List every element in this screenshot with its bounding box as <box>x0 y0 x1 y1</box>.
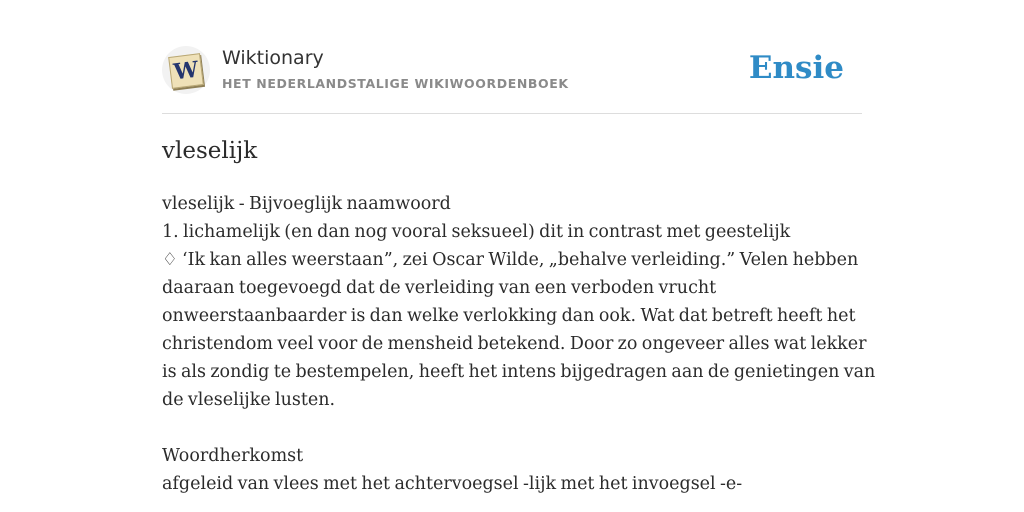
entry-example-line: daaraan toegevoegd dat de verleiding van een verboden vrucht <box>162 278 717 298</box>
ensie-brand-logo[interactable]: Ensie <box>748 50 844 86</box>
spacer <box>162 414 862 442</box>
entry-example-line: is als zondig te bestempelen, heeft het intens bijgedragen aan de genietingen van <box>162 362 876 382</box>
entry-example-line: ♢ ‘Ik kan alles weerstaan”, zei Oscar Wilde, „behalve verleiding.” Velen hebben <box>162 250 859 270</box>
etymology-heading: Woordherkomst <box>162 446 304 466</box>
wiktionary-w-tile-icon: W <box>168 53 204 89</box>
entry-example-line: onweerstaanbaarder is dan welke verlokking dan ook. Wat dat betreft heeft het <box>162 306 856 326</box>
wiktionary-logo[interactable] <box>162 46 210 94</box>
site-subtitle: HET NEDERLANDSTALIGE WIKIWOORDENBOEK <box>222 76 569 91</box>
entry-content <box>162 190 876 498</box>
header-divider <box>162 113 862 114</box>
site-header <box>162 46 862 96</box>
site-name[interactable]: Wiktionary <box>222 47 324 69</box>
entry-example-line: de vleselijke lusten. <box>162 390 336 410</box>
etymology-text: afgeleid van vlees met het achtervoegsel -lijk met het invoegsel -e- <box>162 474 743 494</box>
entry-definition: 1. lichamelijk (en dan nog vooral seksueel) dit in contrast met geestelijk <box>162 222 791 242</box>
entry-word-class: vleselijk - Bijvoeglijk naamwoord <box>162 194 451 214</box>
entry-title: vleselijk <box>162 138 258 164</box>
entry-example-line: christendom veel voor de mensheid betekend. Door zo ongeveer alles wat lekker <box>162 334 867 354</box>
